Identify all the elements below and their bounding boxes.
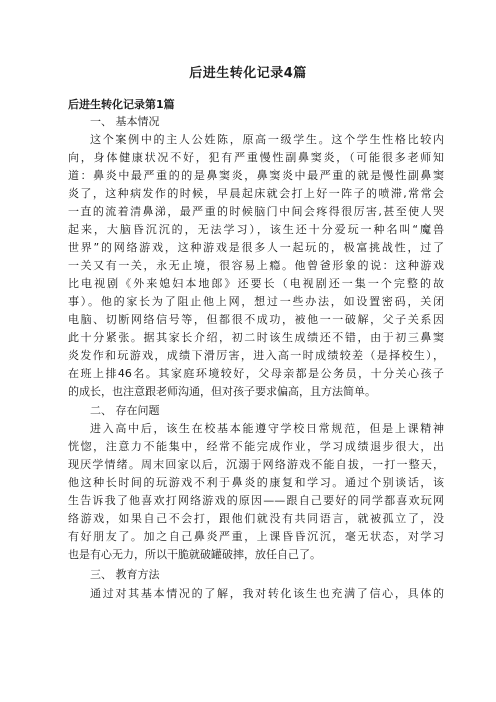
paragraph-line: 炎了，这种病发作的时候，早晨起床就会打上好一阵子的喷滞,常常会	[68, 187, 444, 200]
paragraph-line: 道：鼻炎中最严重的的是鼻窦炎，鼻窦炎中最严重的就是慢性副鼻窦	[68, 169, 444, 182]
paragraph-line: 世界”的网络游戏，这种游戏是很多人一起玩的，极富挑战性，过了	[68, 241, 444, 254]
paragraph-line: 的成长，也注意跟老师沟通，但对孩子要求偏高，且方法简单。	[68, 385, 376, 398]
paragraph-line: 这个案例中的主人公姓陈，原高一级学生。这个学生性格比较内	[90, 133, 444, 146]
paragraph-line: 进入高中后，该生在校基本能遵守学校日常规范，但是上课精神	[90, 422, 444, 435]
paragraph-line: 现厌学情绪。周末回家以后，沉溺于网络游戏不能自拔，一打一整天，	[68, 458, 444, 471]
article-subtitle: 后进生转化记录第1篇	[68, 98, 175, 111]
paragraph-line: 炎发作和玩游戏，成绩下滑厉害，进入高一时成绩较差（是择校生），	[68, 349, 444, 362]
paragraph-line: 一直的流着清鼻涕，最严重的时候脑门中间会疼得很厉害,甚至使人哭	[68, 205, 444, 218]
paragraph-line: 生告诉我了他喜欢打网络游戏的原因——跟自己要好的同学都喜欢玩网	[68, 494, 444, 507]
paragraph-line: 电脑、切断网络信号等，但都很不成功，被他一一破解，父子关系因	[68, 313, 444, 326]
section-heading-methods: 三、 教育方法	[90, 568, 160, 581]
paragraph-line: 比电视剧《外来媳妇本地郎》还要长（电视剧还一集一个完整的故	[68, 277, 444, 290]
paragraph-line: 事）。他的家长为了阻止他上网，想过一些办法，如设置密码，关闭	[68, 295, 444, 308]
paragraph-line: 向，身体健康状况不好，犯有严重慢性副鼻窦炎，（可能很多老师知	[68, 151, 444, 164]
paragraph-line: 恍惚，注意力不能集中，经常不能完成作业，学习成绩退步很大，出	[68, 440, 444, 453]
paragraph-line: 有好朋友了。加之自己鼻炎严重，上课昏昏沉沉，毫无状态，对学习	[68, 530, 444, 543]
paragraph-line: 此十分紧张。据其家长介绍，初二时该生成绩还不错，由于初三鼻窦	[68, 331, 444, 344]
paragraph-line: 也是有心无力，所以干脆就破罐破摔，放任自己了。	[68, 548, 321, 561]
paragraph-line: 他这种长时间的玩游戏不利于鼻炎的康复和学习。通过个别谈话，该	[68, 476, 444, 489]
paragraph-line: 络游戏，如果自己不会打，跟他们就没有共同语言，就被孤立了，没	[68, 512, 444, 525]
document-title: 后进生转化记录4篇	[189, 66, 307, 81]
section-heading-problems: 二、 存在问题	[90, 404, 160, 417]
paragraph-line: 起来，大脑昏沉沉的，无法学习），该生还十分爱玩一种名叫“魔兽	[68, 223, 444, 236]
paragraph-line: 通过对其基本情况的了解，我对转化该生也充满了信心，具体的	[90, 587, 444, 600]
paragraph-line: 在班上排46名。其家庭环境较好，父母亲都是公务员，十分关心孩子	[68, 367, 444, 380]
paragraph-line: 一关又有一关，永无止境，很容易上瘾。他曾爸形象的说：这种游戏	[68, 259, 444, 272]
section-heading-basic-info: 一、 基本情况	[90, 115, 160, 128]
